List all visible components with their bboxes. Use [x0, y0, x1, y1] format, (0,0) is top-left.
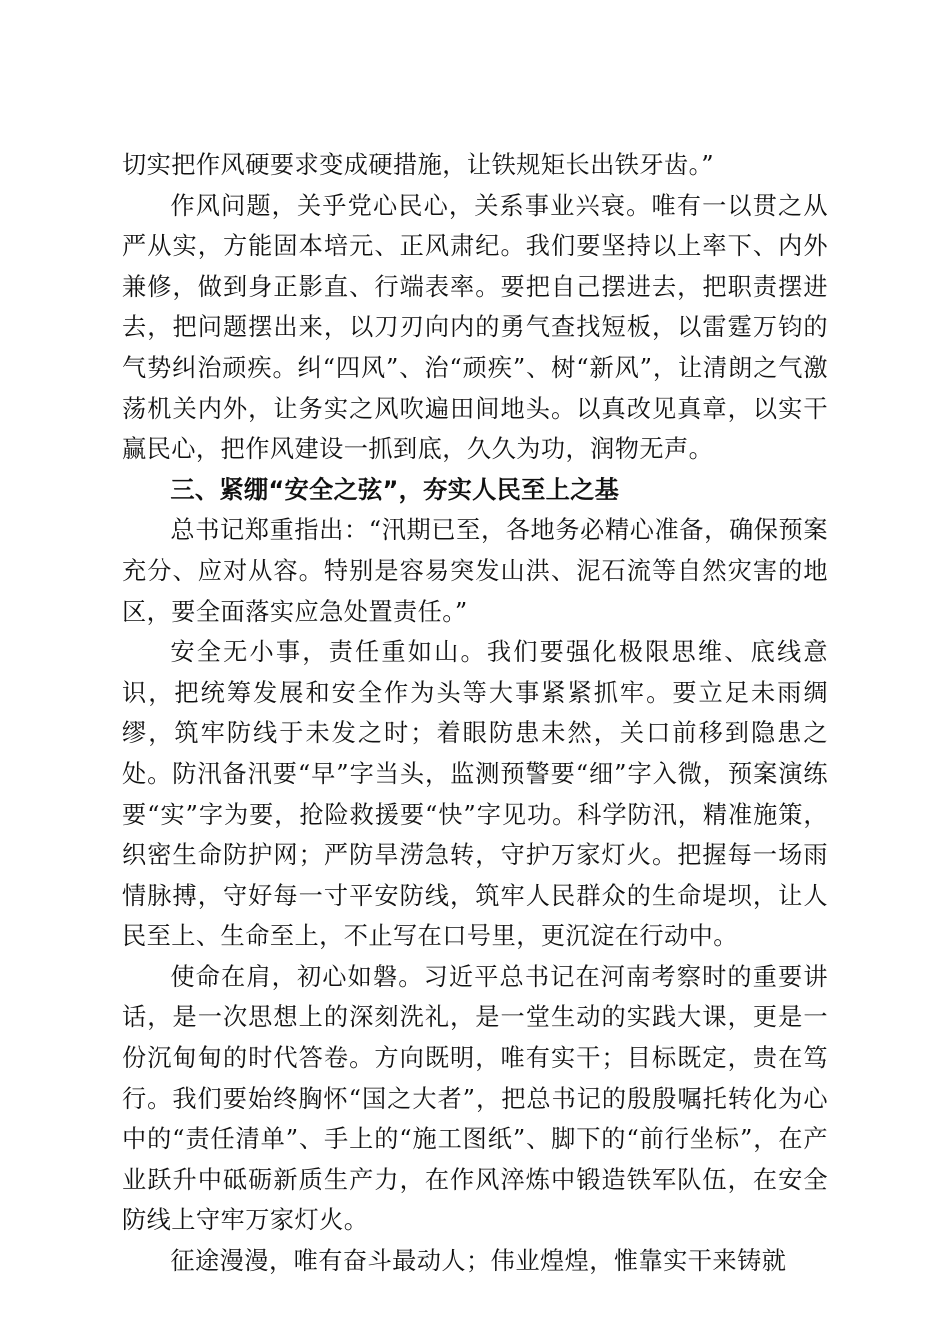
body-paragraph: 安全无小事，责任重如山。我们要强化极限思维、底线意识，把统筹发展和安全作为头等大事紧紧抓牢。要立足未雨绸缪，筑牢防线于未发之时；着眼防患未然，关口前移到隐患之处。防汛备汛要“早”字当头，监测预警要“细”字入微，预案演练要“实”字为要，抢险救援要“快”字见功。科学防汛，精准施策，织密生命防护网；严防旱涝急转，守护万家灯火。把握每一场雨情脉搏，守好每一寸平安防线，筑牢人民群众的生命堤坝，让人民至上、生命至上，不止写在口号里，更沉淀在行动中。: [122, 638, 828, 951]
body-paragraph: 总书记郑重指出：“汛期已至，各地务必精心准备，确保预案充分、应对从容。特别是容易突发山洪、泥石流等自然灾害的地区，要全面落实应急处置责任。”: [122, 516, 828, 626]
section-heading: 三、紧绷“安全之弦”，夯实人民至上之基: [170, 475, 620, 504]
body-paragraph: 作风问题，关乎党心民心，关系事业兴衰。唯有一以贯之从严从实，方能固本培元、正风肃纪。我们要坚持以上率下、内外兼修，做到身正影直、行端表率。要把自己摆进去，把职责摆进去，把问题摆出来，以刀刃向内的勇气查找短板，以雷霆万钧的气势纠治顽疾。纠“四风”、治“顽疾”、树“新风”，让清朗之气激荡机关内外，让务实之风吹遍田间地头。以真改见真章，以实干赢民心，把作风建设一抓到底，久久为功，润物无声。: [122, 191, 828, 464]
body-paragraph: 使命在肩，初心如磐。习近平总书记在河南考察时的重要讲话，是一次思想上的深刻洗礼，是一堂生动的实践大课，更是一份沉甸甸的时代答卷。方向既明，唯有实干；目标既定，贵在笃行。我们要始终胸怀“国之大者”，把总书记的殷殷嘱托转化为心中的“责任清单”、手上的“施工图纸”、脚下的“前行坐标”，在产业跃升中砥砺新质生产力，在作风淬炼中锻造铁军队伍，在安全防线上守牢万家灯火。: [122, 962, 828, 1235]
continuation-paragraph: 切实把作风硬要求变成硬措施，让铁规矩长出铁牙齿。”: [122, 151, 715, 179]
body-paragraph: 征途漫漫，唯有奋斗最动人；伟业煌煌，惟靠实干来铸就: [170, 1247, 787, 1276]
document-body: [122, 145, 828, 1282]
